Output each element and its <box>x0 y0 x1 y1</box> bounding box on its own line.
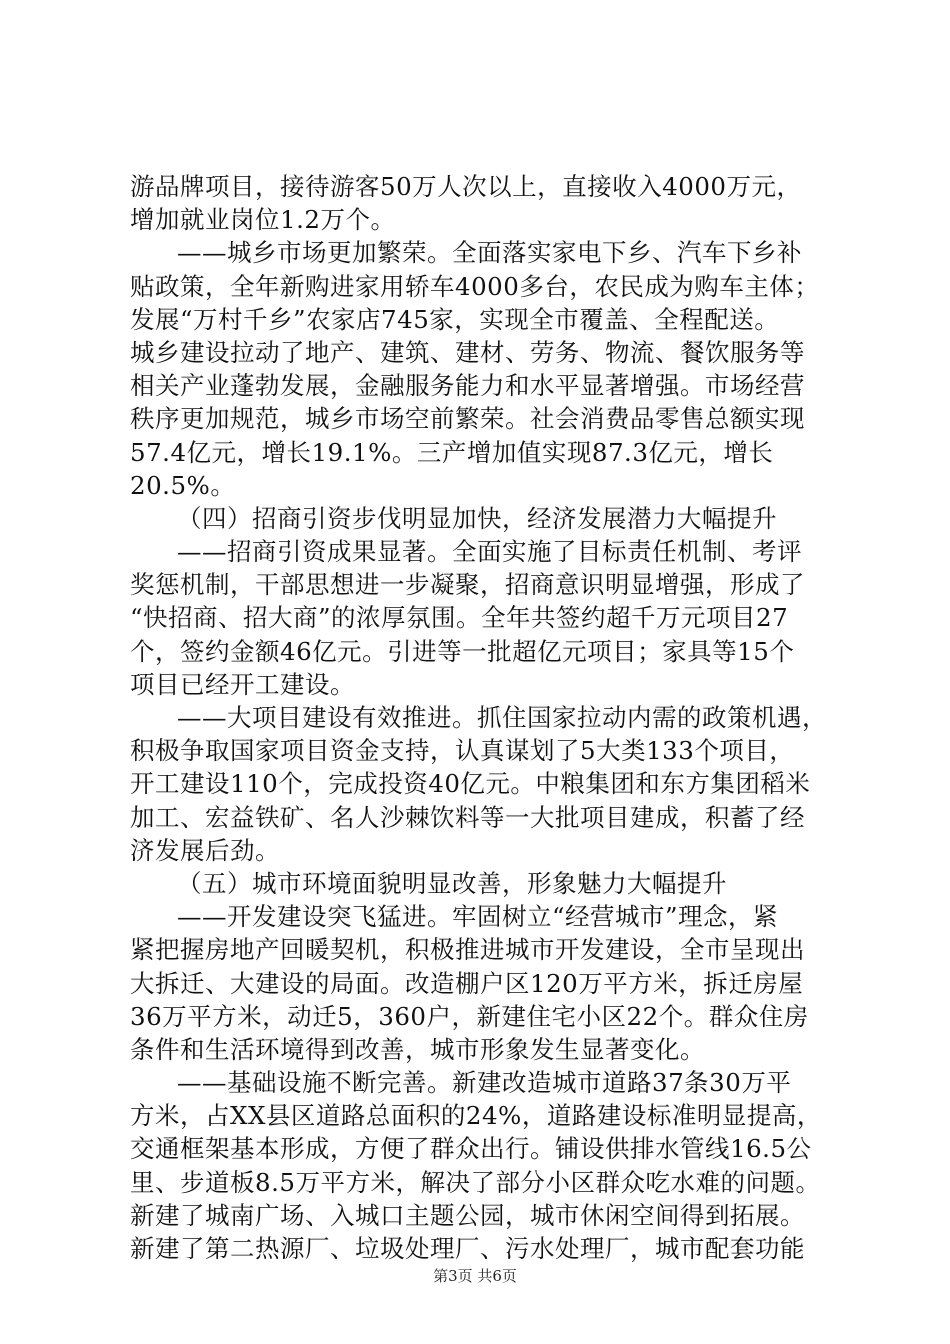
text-line: 20.5%。 <box>130 470 236 500</box>
text-line: ——大项目建设有效推进。抓住国家拉动内需的政策机遇， <box>177 703 827 732</box>
text-line: 方米，占XX县区道路总面积的24%，道路建设标准明显提高， <box>130 1101 822 1131</box>
text-line: 紧把握房地产回暖契机，积极推进城市开发建设，全市呈现出 <box>130 935 805 965</box>
text-line: 秩序更加规范，城乡市场空前繁荣。社会消费品零售总额实现 <box>130 404 805 434</box>
text-line: 项目已经开工建设。 <box>130 669 355 699</box>
text-line: “快招商、招大商”的浓厚氛围。全年共签约超千万元项目27 <box>130 603 789 633</box>
document-body <box>130 170 830 1265</box>
text-line: 57.4亿元，增长19.1%。三产增加值实现87.3亿元，增长 <box>130 437 774 467</box>
text-line: 条件和生活环境得到改善，城市形象发生显著变化。 <box>130 1034 705 1064</box>
text-line: ——开发建设突飞猛进。牢固树立“经营城市”理念，紧 <box>177 902 779 932</box>
text-line: （四）招商引资步伐明显加快，经济发展潜力大幅提升 <box>177 503 777 533</box>
text-line: 新建了城南广场、入城口主题公园，城市休闲空间得到拓展。 <box>130 1200 805 1230</box>
text-line: 里、步道板8.5万平方米，解决了部分小区群众吃水难的问题。 <box>130 1167 821 1197</box>
text-line: 个，签约金额46亿元。引进等一批超亿元项目；家具等15个 <box>130 636 795 666</box>
text-line: 贴政策，全年新购进家用轿车4000多台，农民成为购车主体； <box>130 271 820 301</box>
text-line: 积极争取国家项目资金支持，认真谋划了5大类133个项目， <box>130 736 795 766</box>
text-line: 36万平方米，动迁5，360户，新建住宅小区22个。群众住房 <box>130 1001 809 1031</box>
text-line: 新建了第二热源厂、垃圾处理厂、污水处理厂，城市配套功能 <box>130 1234 805 1263</box>
text-line: ——招商引资成果显著。全面实施了目标责任机制、考评 <box>177 537 802 567</box>
text-line: 发展“万村千乡”农家店745家，实现全市覆盖、全程配送。 <box>130 304 780 334</box>
text-line: 开工建设110个，完成投资40亿元。中粮集团和东方集团稻米 <box>130 769 811 799</box>
text-line: 济发展后劲。 <box>130 835 280 865</box>
text-line: 相关产业蓬勃发展，金融服务能力和水平显著增强。市场经营 <box>130 371 805 401</box>
text-line: 游品牌项目，接待游客50万人次以上，直接收入4000万元， <box>130 172 802 201</box>
text-line: 加工、宏益铁矿、名人沙棘饮料等一大批项目建成，积蓄了经 <box>130 802 805 832</box>
text-line: ——城乡市场更加繁荣。全面落实家电下乡、汽车下乡补 <box>177 238 802 268</box>
page-footer: 第3页 共6页 <box>433 1267 517 1285</box>
text-line: 奖惩机制，干部思想进一步凝聚，招商意识明显增强，形成了 <box>130 570 805 600</box>
text-line: 交通框架基本形成，方便了群众出行。铺设供排水管线16.5公 <box>130 1134 812 1164</box>
text-line: （五）城市环境面貌明显改善，形象魅力大幅提升 <box>177 868 727 898</box>
text-line: 城乡建设拉动了地产、建筑、建材、劳务、物流、餐饮服务等 <box>130 337 805 367</box>
text-line: 增加就业岗位1.2万个。 <box>130 205 396 235</box>
text-line: ——基础设施不断完善。新建改造城市道路37条30万平 <box>177 1068 792 1098</box>
text-line: 大拆迁、大建设的局面。改造棚户区120万平方米，拆迁房屋 <box>130 968 804 998</box>
